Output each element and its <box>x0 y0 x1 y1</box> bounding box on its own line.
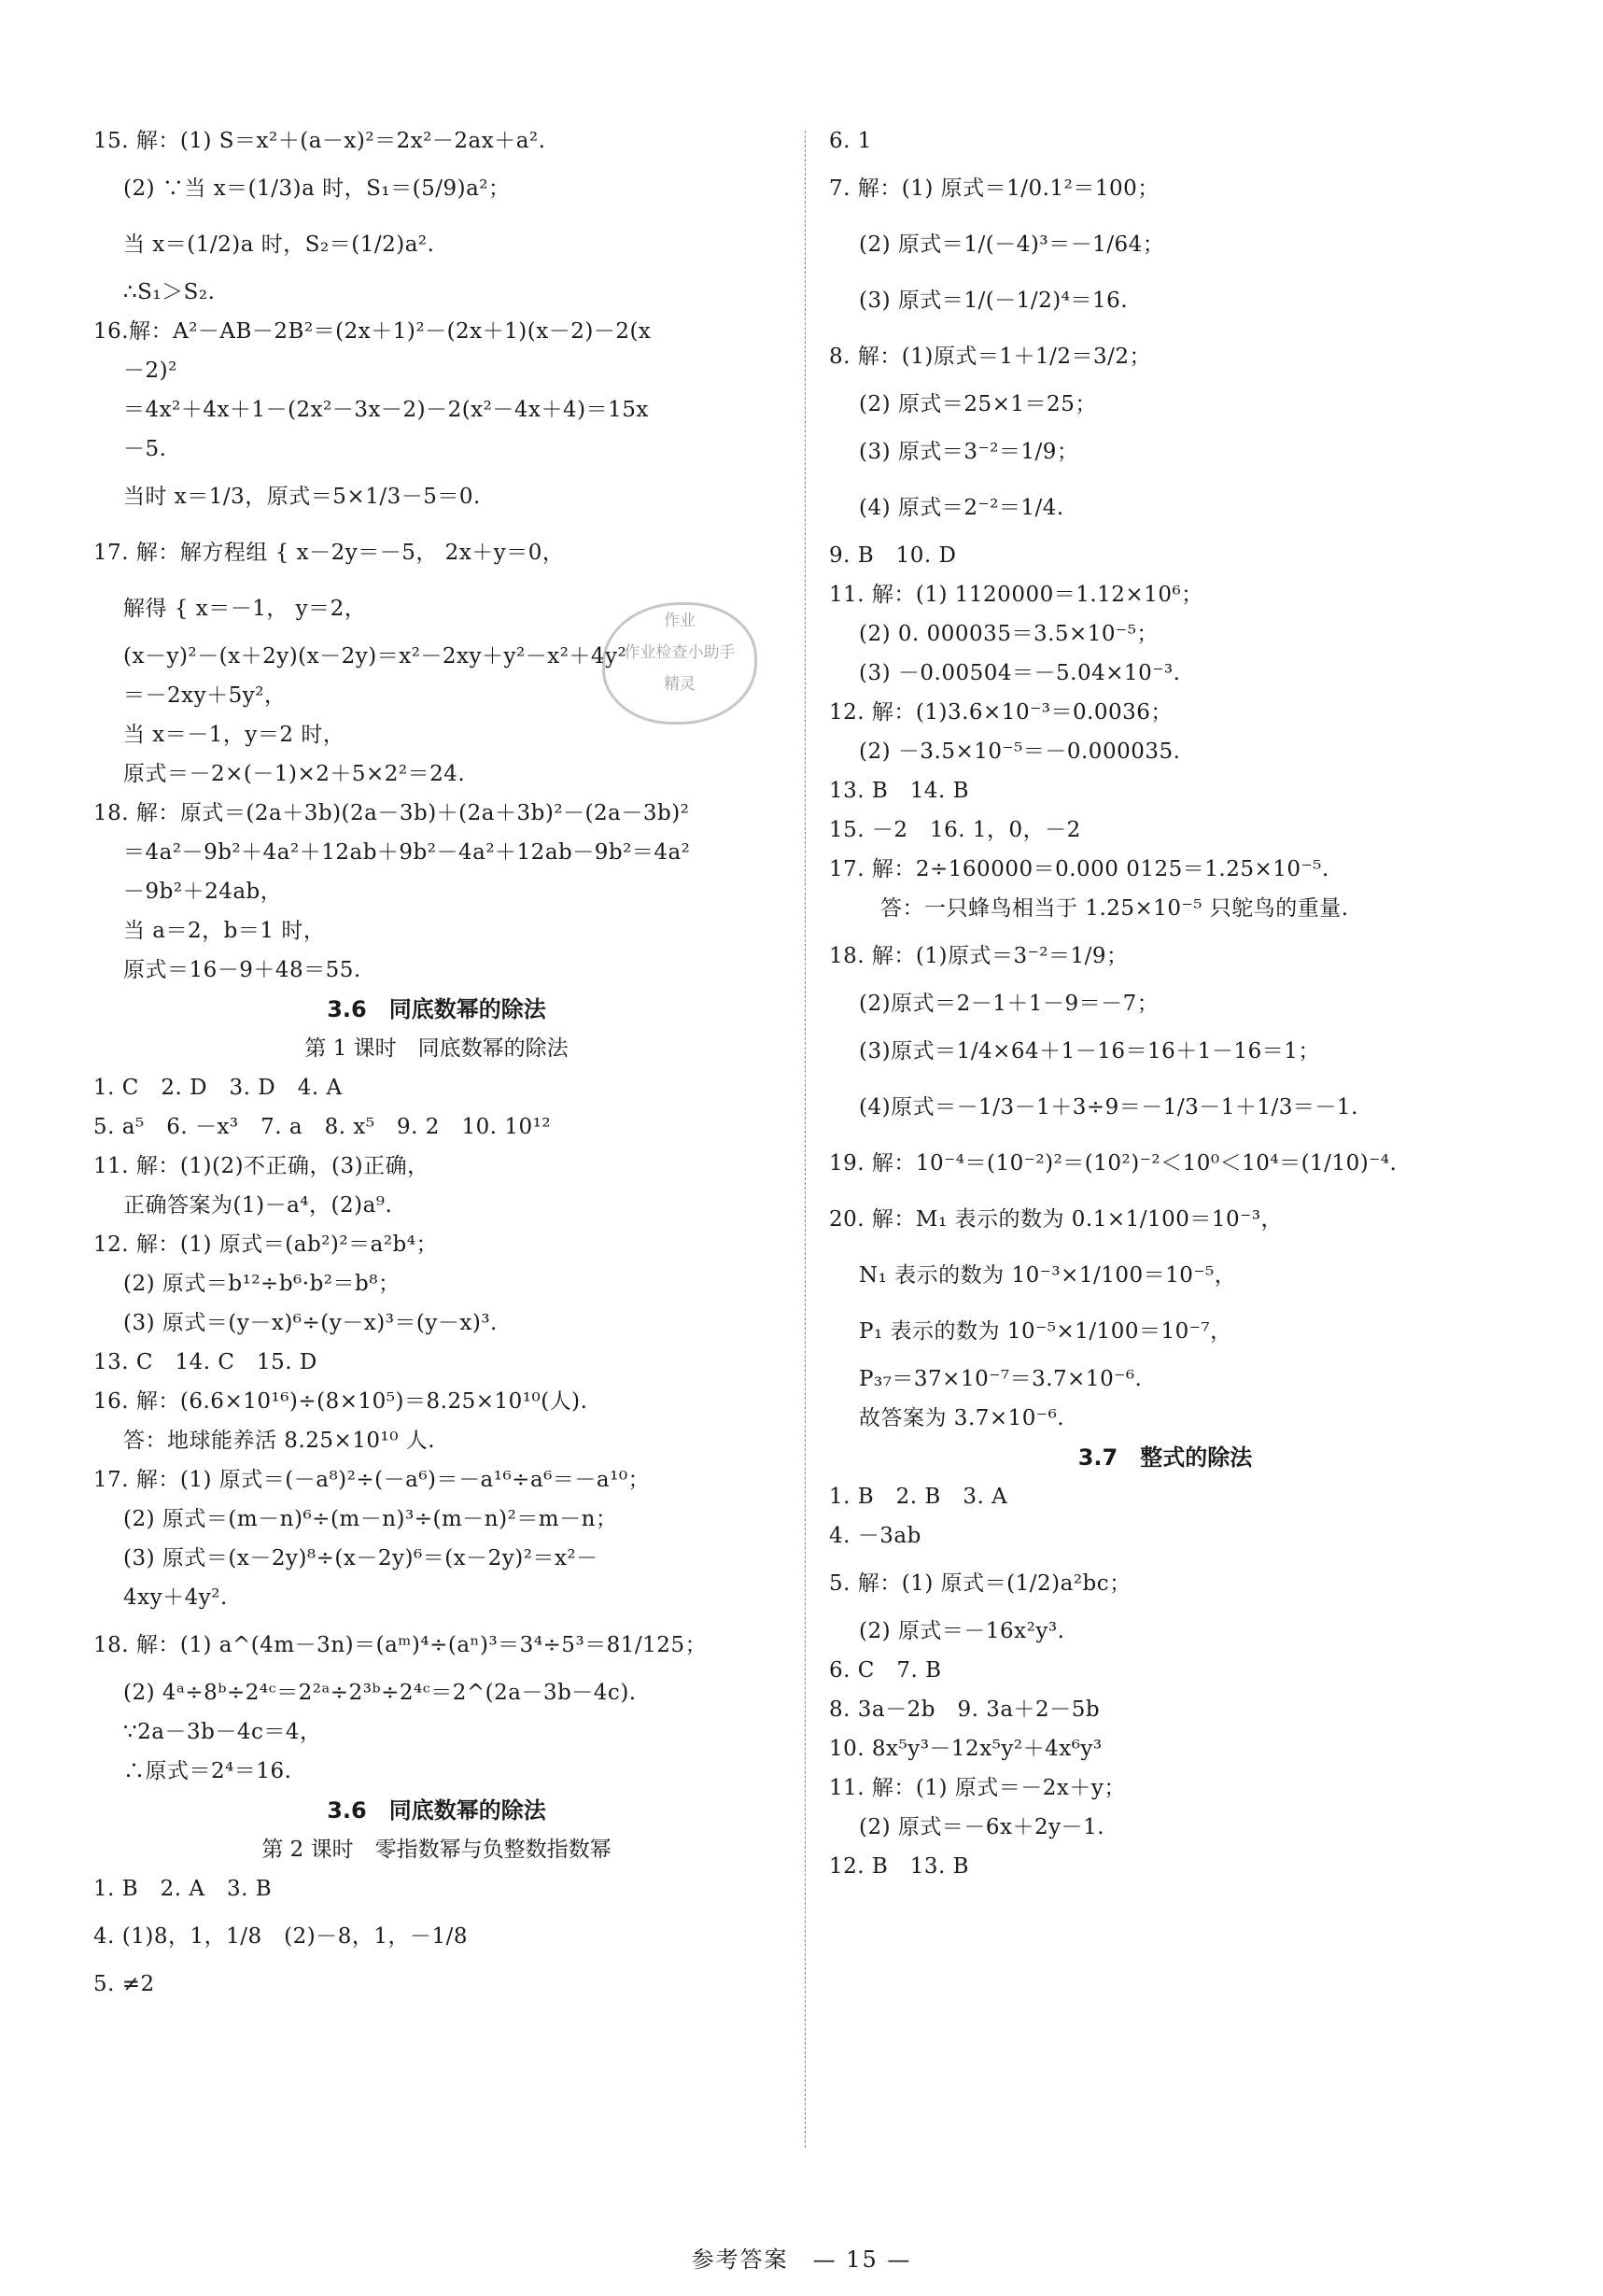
answer-line: 当时 x＝1/3，原式＝5×1/3－5＝0. <box>123 485 481 509</box>
section-title: 3.7 整式的除法 <box>1077 1444 1253 1471</box>
answer-line: P₁ 表示的数为 10⁻⁵×1/100＝10⁻⁷， <box>859 1319 1232 1344</box>
answer-line: 原式＝－2×(－1)×2＋5×2²＝24. <box>123 762 466 786</box>
answer-line: 10. 8x⁵y³－12x⁵y²＋4x⁶y³ <box>829 1737 1103 1761</box>
right-column <box>829 121 1501 1886</box>
answer-line: (3)原式＝1/4×64＋1－16＝16＋1－16＝1； <box>859 1039 1320 1063</box>
answer-line: (2) 原式＝－6x＋2y－1. <box>859 1815 1105 1839</box>
answer-line: 20. 解：M₁ 表示的数为 0.1×1/100＝10⁻³， <box>829 1207 1284 1232</box>
answer-line: (3) 原式＝1/(－1/2)⁴＝16. <box>859 289 1129 313</box>
answer-line: 13. C 14. C 15. D <box>93 1350 317 1374</box>
answer-line: 4xy＋4y². <box>123 1585 228 1610</box>
answer-line: 6. C 7. B <box>829 1658 942 1683</box>
answer-line: 15. 解：(1) S＝x²＋(a－x)²＝2x²－2ax＋a². <box>93 129 546 153</box>
answer-line: 当 x＝(1/2)a 时，S₂＝(1/2)a². <box>123 232 435 257</box>
answer-line: 11. 解：(1) 原式＝－2x＋y； <box>829 1776 1126 1800</box>
answer-line: 11. 解：(1) 1120000＝1.12×10⁶； <box>829 583 1203 607</box>
answer-line: 12. 解：(1) 原式＝(ab²)²＝a²b⁴； <box>93 1233 438 1257</box>
answer-line: 18. 解：(1) a^(4m－3n)＝(aᵐ)⁴÷(aⁿ)³＝3⁴÷5³＝81/125； <box>93 1633 708 1657</box>
answer-line: －9b²＋24ab， <box>123 880 283 904</box>
answer-line: ＝4a²－9b²＋4a²＋12ab＋9b²－4a²＋12ab－9b²＝4a² <box>123 840 691 865</box>
answer-line: 19. 解：10⁻⁴＝(10⁻²)²＝(10²)⁻²＜10⁰＜10⁴＝(1/10)⁻⁴. <box>829 1151 1398 1176</box>
stamp-text-2: 作业检查小助手 <box>624 643 736 662</box>
answer-line: (4)原式＝－1/3－1＋3÷9＝－1/3－1＋1/3＝－1. <box>859 1095 1358 1120</box>
answer-line: 18. 解：原式＝(2a＋3b)(2a－3b)＋(2a＋3b)²－(2a－3b)² <box>93 801 690 825</box>
left-column <box>93 121 780 2004</box>
column-divider <box>805 131 806 2148</box>
answer-line: 5. a⁵ 6. －x³ 7. a 8. x⁵ 9. 2 10. 10¹² <box>93 1115 552 1139</box>
answer-line: 5. 解：(1) 原式＝(1/2)a²bc； <box>829 1571 1132 1596</box>
answer-line: 9. B 10. D <box>829 543 957 568</box>
page-footer: 参考答案 — 15 — <box>691 2247 912 2273</box>
answer-line: 5. ≠2 <box>93 1972 155 1996</box>
answer-line: 13. B 14. B <box>829 779 970 803</box>
stamp-text-3: 精灵 <box>664 675 696 694</box>
answer-line: (2) 原式＝25×1＝25； <box>859 392 1097 416</box>
answer-line: 17. 解：(1) 原式＝(－a⁸)²÷(－a⁶)＝－a¹⁶÷a⁶＝－a¹⁰； <box>93 1468 651 1492</box>
answer-line: ＝－2xy＋5y²， <box>123 683 287 708</box>
answer-line: ∴原式＝2⁴＝16. <box>123 1759 292 1783</box>
answer-line: 17. 解：解方程组 { x－2y＝－5， 2x＋y＝0， <box>93 541 565 565</box>
section-title: 3.6 同底数幂的除法 <box>327 1797 546 1824</box>
answer-line: 8. 3a－2b 9. 3a＋2－5b <box>829 1697 1101 1722</box>
answer-line: 答：一只蜂鸟相当于 1.25×10⁻⁵ 只鸵鸟的重量. <box>880 896 1349 921</box>
answer-line: ＝4x²＋4x＋1－(2x²－3x－2)－2(x²－4x＋4)＝15x <box>123 398 649 422</box>
answer-line: (2) ∵当 x＝(1/3)a 时，S₁＝(5/9)a²； <box>123 176 511 201</box>
answer-line: N₁ 表示的数为 10⁻³×1/100＝10⁻⁵， <box>859 1263 1237 1288</box>
answer-line: 1. C 2. D 3. D 4. A <box>93 1076 343 1100</box>
answer-line: (3) 原式＝(y－x)⁶÷(y－x)³＝(y－x)³. <box>123 1311 498 1335</box>
answer-line: (x－y)²－(x＋2y)(x－2y)＝x²－2xy＋y²－x²＋4y² <box>123 644 627 669</box>
answer-line: P₃₇＝37×10⁻⁷＝3.7×10⁻⁶. <box>859 1367 1143 1391</box>
answer-line: 16. 解：(6.6×10¹⁶)÷(8×10⁵)＝8.25×10¹⁰(人). <box>93 1389 588 1414</box>
lesson-subtitle: 第 2 课时 零指数幂与负整数指数幂 <box>261 1838 612 1862</box>
answer-line: (2)原式＝2－1＋1－9＝－7； <box>859 992 1160 1016</box>
answer-line: 1. B 2. A 3. B <box>93 1877 273 1901</box>
answer-line: 6. 1 <box>829 129 872 153</box>
answer-line: (4) 原式＝2⁻²＝1/4. <box>859 496 1064 520</box>
answer-line: (2) 原式＝b¹²÷b⁶·b²＝b⁸； <box>123 1272 401 1296</box>
stamp-logo <box>602 602 757 725</box>
lesson-subtitle: 第 1 课时 同底数幂的除法 <box>304 1036 569 1061</box>
answer-line: (3) 原式＝3⁻²＝1/9； <box>859 440 1079 464</box>
answer-line: (2) 原式＝1/(－4)³＝－1/64； <box>859 232 1165 257</box>
answer-line: 4. (1)8，1，1/8 (2)－8，1，－1/8 <box>93 1924 468 1949</box>
answer-line: (2) 原式＝(m－n)⁶÷(m－n)³÷(m－n)²＝m－n； <box>123 1507 618 1531</box>
answer-line: 原式＝16－9＋48＝55. <box>123 958 361 982</box>
answer-line: (2) －3.5×10⁻⁵＝－0.000035. <box>859 740 1181 764</box>
answer-line: 当 x＝－1，y＝2 时， <box>123 723 345 747</box>
answer-line: －5. <box>123 437 167 461</box>
answer-line: 16.解：A²－AB－2B²＝(2x＋1)²－(2x＋1)(x－2)－2(x <box>93 319 652 344</box>
answer-line: 正确答案为(1)－a⁴，(2)a⁹. <box>123 1193 393 1218</box>
answer-line: 故答案为 3.7×10⁻⁶. <box>859 1406 1065 1430</box>
answer-line: 4. －3ab <box>829 1524 921 1548</box>
answer-line: 12. 解：(1)3.6×10⁻³＝0.0036； <box>829 700 1173 725</box>
answer-line: (2) 4ᵃ÷8ᵇ÷2⁴ᶜ＝2²ᵃ÷2³ᵇ÷2⁴ᶜ＝2^(2a－3b－4c). <box>123 1681 637 1705</box>
answer-line: 17. 解：2÷160000＝0.000 0125＝1.25×10⁻⁵. <box>829 857 1329 881</box>
answer-line: 解得 { x＝－1， y＝2， <box>123 597 367 621</box>
answer-line: 15. －2 16. 1，0，－2 <box>829 818 1081 842</box>
answer-line: 当 a＝2，b＝1 时， <box>123 919 326 943</box>
answer-line: (2) 0. 000035＝3.5×10⁻⁵； <box>859 622 1159 646</box>
answer-line: 18. 解：(1)原式＝3⁻²＝1/9； <box>829 944 1129 968</box>
answer-line: (3) 原式＝(x－2y)⁸÷(x－2y)⁶＝(x－2y)²＝x²－ <box>123 1546 598 1571</box>
answer-line: 12. B 13. B <box>829 1854 970 1879</box>
answer-line: (3) －0.00504＝－5.04×10⁻³. <box>859 661 1181 685</box>
answer-line: ∵2a－3b－4c＝4， <box>123 1720 322 1744</box>
answer-line: (2) 原式＝－16x²y³. <box>859 1619 1065 1643</box>
answer-line: 7. 解：(1) 原式＝1/0.1²＝100； <box>829 176 1160 201</box>
answer-line: －2)² <box>123 359 177 383</box>
answer-line: 1. B 2. B 3. A <box>829 1485 1008 1509</box>
answer-line: 8. 解：(1)原式＝1＋1/2＝3/2； <box>829 345 1151 369</box>
answer-line: 11. 解：(1)(2)不正确，(3)正确， <box>93 1154 429 1178</box>
stamp-text-1: 作业 <box>664 612 696 630</box>
section-title: 3.6 同底数幂的除法 <box>327 996 546 1022</box>
answer-line: 答：地球能养活 8.25×10¹⁰ 人. <box>123 1429 436 1453</box>
answer-line: ∴S₁＞S₂. <box>123 280 216 304</box>
